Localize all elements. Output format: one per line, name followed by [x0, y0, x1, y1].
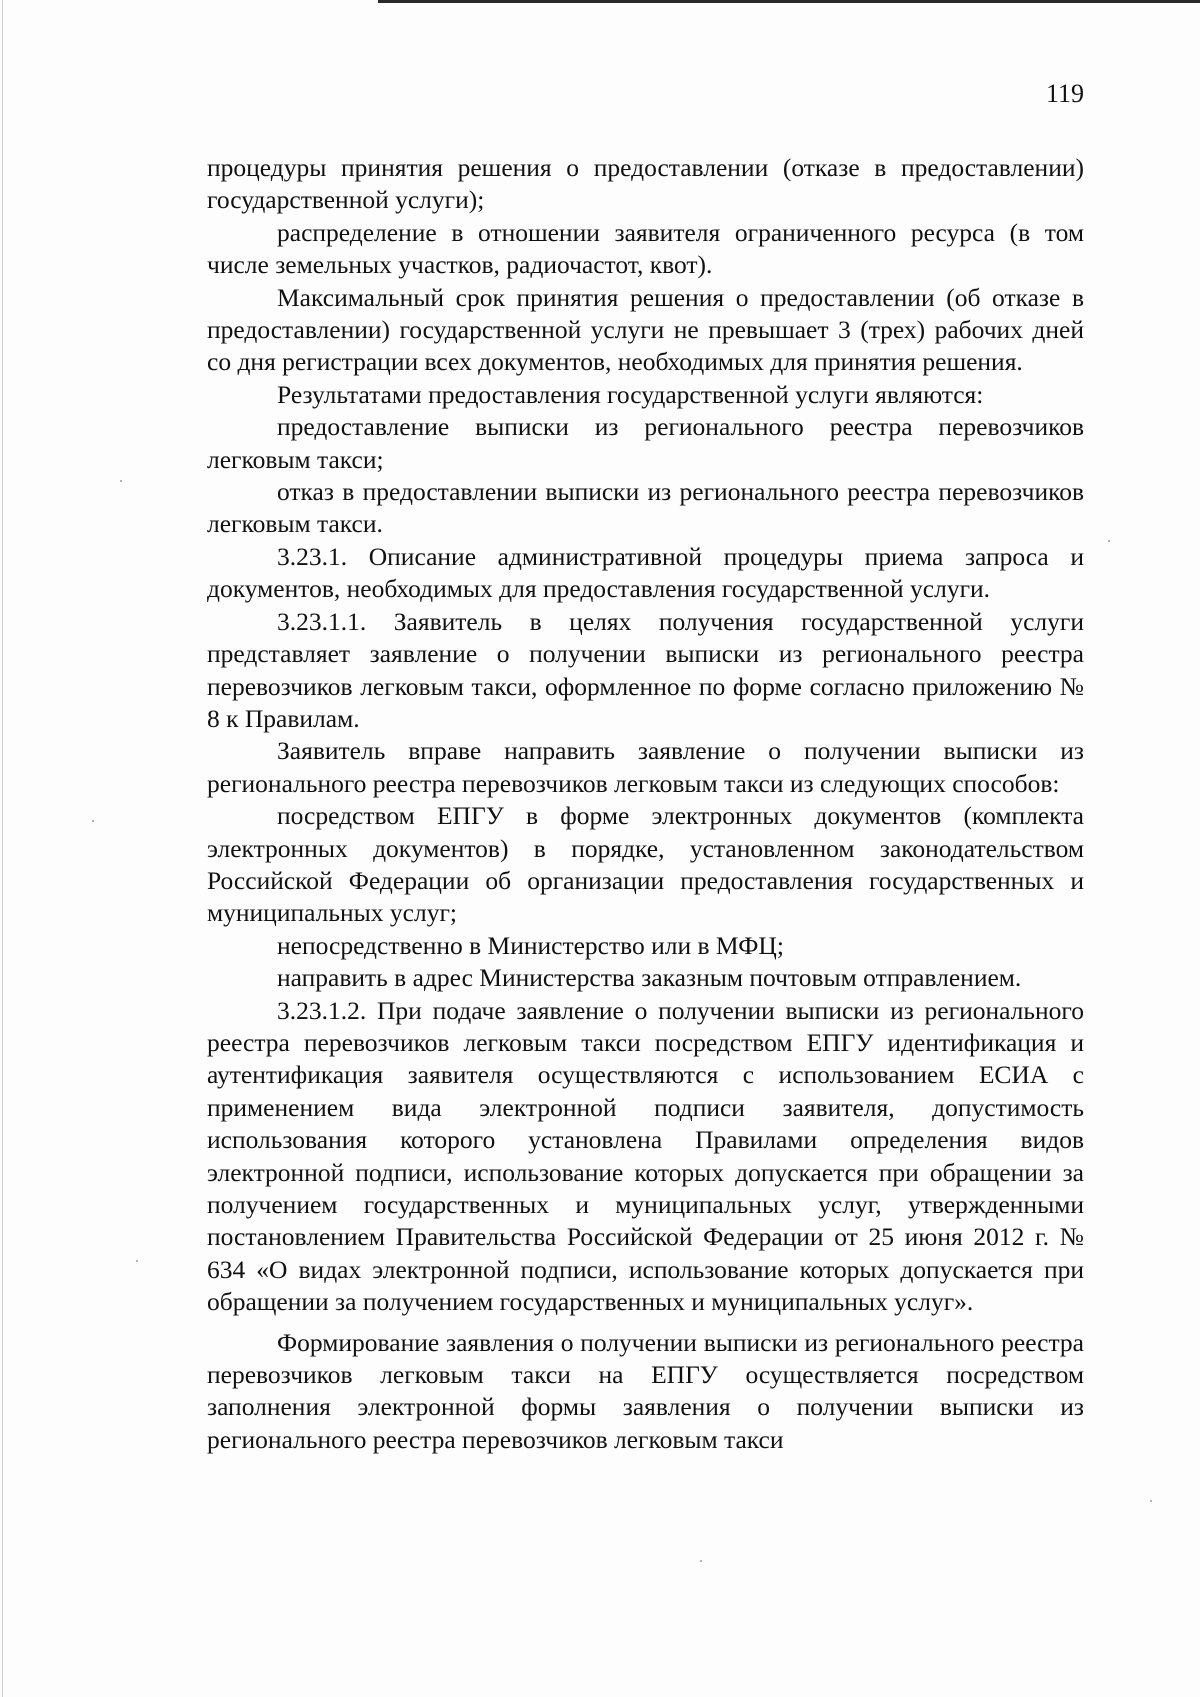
scan-top-edge: [378, 0, 1200, 3]
paragraph-9: Заявитель вправе направить заявление о получении выписки из регионального реестра перевозчиков легковым такси из следующих способов:: [207, 736, 1084, 798]
paragraph-11: непосредственно в Министерство или в МФЦ;: [277, 930, 784, 960]
scan-speck: [1108, 540, 1110, 542]
scan-speck: [92, 820, 94, 822]
paragraph-8: 3.23.1.1. Заявитель в целях получения государственной услуги представляет заявление о получении выписки из регионального реестра перевозчиков легковым такси, оформленное по форме согласно приложению № 8 к Правилам.: [207, 606, 1084, 733]
paragraph-7: 3.23.1. Описание административной процедуры приема запроса и документов, необходимых для предоставления государственной услуги.: [207, 541, 1084, 604]
paragraph-6: отказ в предоставлении выписки из регионального реестра перевозчиков легковым такси.: [207, 477, 1084, 539]
paragraph-2: распределение в отношении заявителя ограниченного ресурса (в том числе земельных участков, радиочастот, квот).: [207, 217, 1084, 280]
paragraph-13: 3.23.1.2. При подаче заявление о получении выписки из регионального реестра перевозчиков легковым такси посредством ЕПГУ идентификация и аутентификация заявителя осуществляются с использованием ЕСИА с применением вида электронной подписи заявителя, допустимость использования которого установлена Правилами определения видов электронной подписи, использование которых допускается при обращении за получением государственных и муниципальных услуг, утвержденными постановлением Правительства Российской Федерации от 25 июня 2012 г. № 634 «О видах электронной подписи, использование которых допускается при обращении за получением государственных и муниципальных услуг».: [207, 995, 1084, 1317]
scan-speck: [700, 1560, 702, 1562]
paragraph-5: предоставление выписки из регионального реестра перевозчиков легковым такси;: [207, 412, 1084, 474]
scan-speck: [136, 1260, 138, 1262]
scan-speck: [120, 480, 122, 482]
paragraph-10: посредством ЕПГУ в форме электронных документов (комплекта электронных документов) в порядке, установленном законодательством Российской Федерации об организации предоставления государственных и муниципальных услуг;: [207, 801, 1084, 928]
document-text: [207, 152, 1084, 1456]
scan-left-edge: [2, 0, 3, 1697]
scan-speck: [1150, 1500, 1152, 1502]
paragraph-14: Формирование заявления о получении выписки из регионального реестра перевозчиков легковым такси на ЕПГУ осуществляется посредством заполнения электронной формы заявления о получении выписки из регионального реестра перевозчиков легковым такси: [207, 1327, 1084, 1454]
paragraph-3: Максимальный срок принятия решения о предоставлении (об отказе в предоставлении) государственной услуги не превышает 3 (трех) рабочих дней со дня регистрации всех документов, необходимых для принятия решения.: [207, 282, 1084, 377]
page-number: 119: [1045, 79, 1084, 108]
paragraph-4: Результатами предоставления государственной услуги являются:: [277, 379, 984, 409]
paragraph-1: процедуры принятия решения о предоставлении (отказе в предоставлении) государственной услуги);: [207, 153, 1084, 215]
paragraph-12: направить в адрес Министерства заказным почтовым отправлением.: [277, 963, 1022, 993]
